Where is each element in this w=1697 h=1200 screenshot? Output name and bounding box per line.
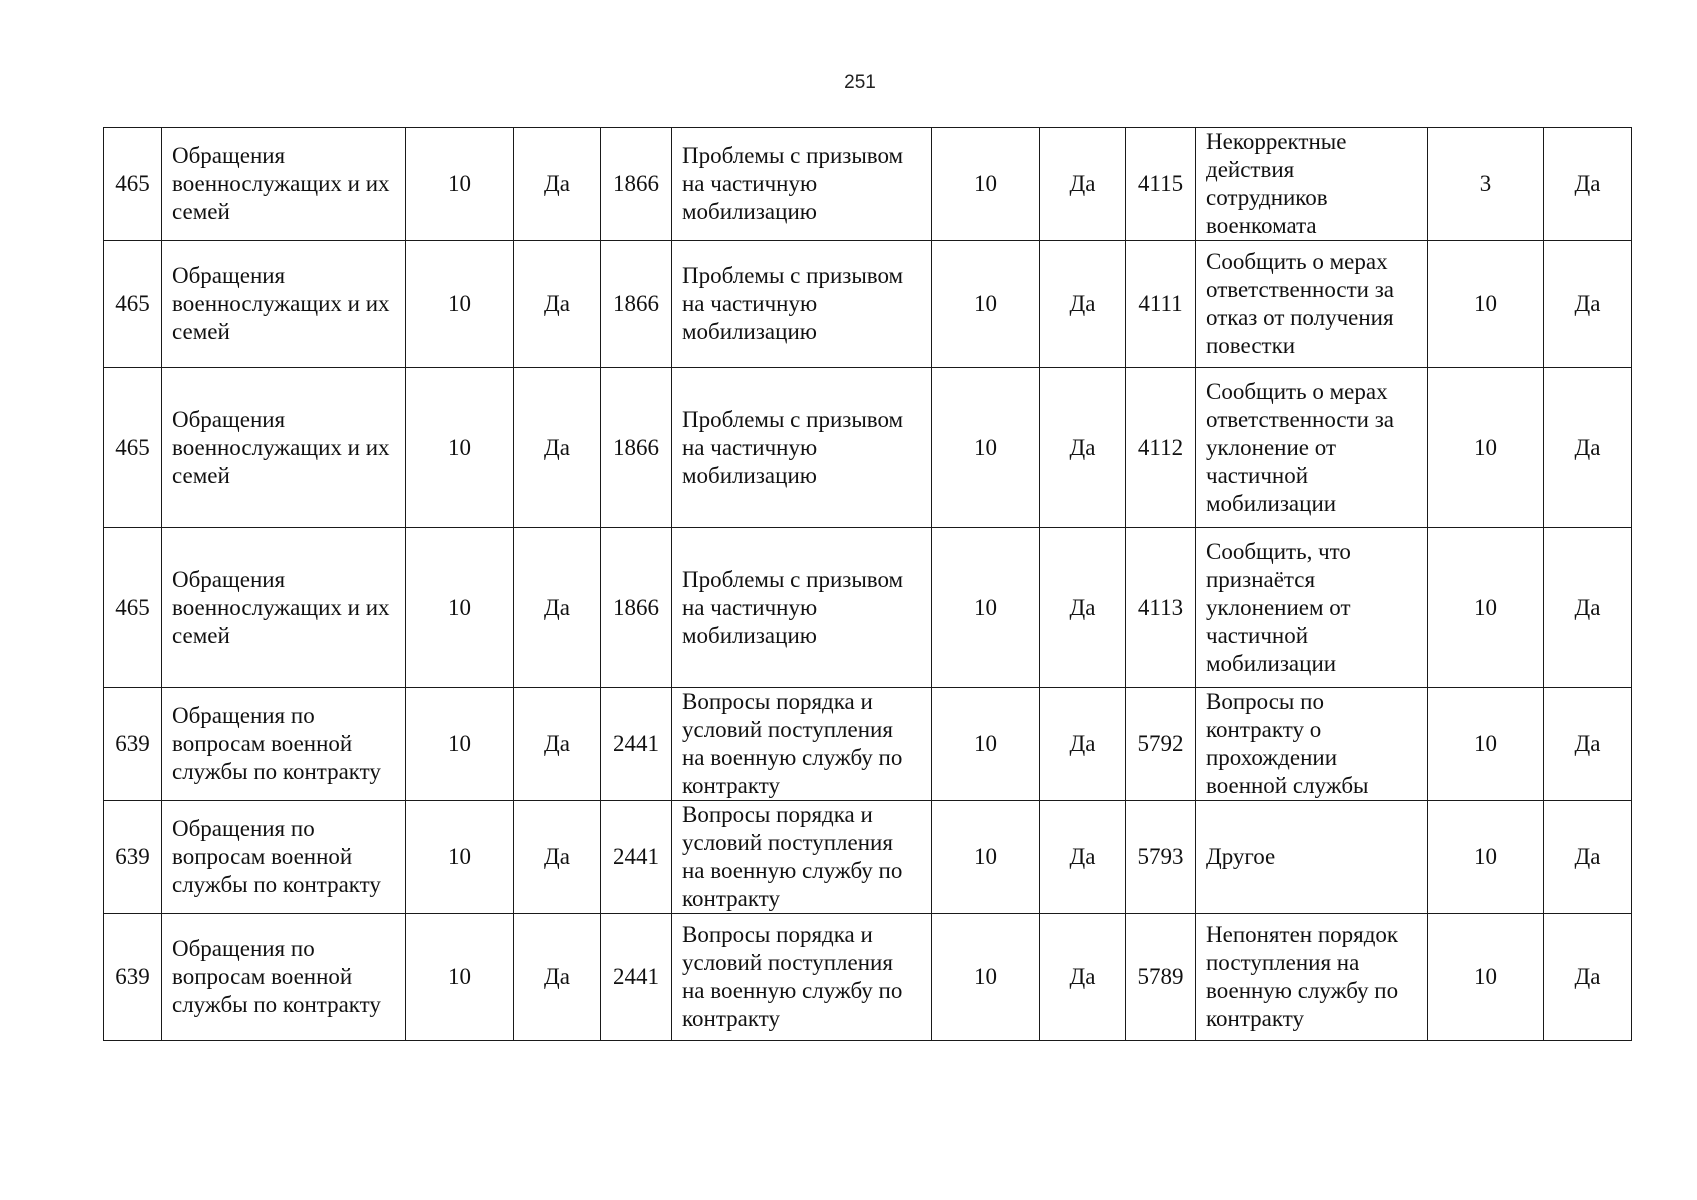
topic-flag-cell: Да <box>514 688 601 801</box>
subtopic-name-cell: Проблемы с призывом на частичную мобилизацию <box>672 368 932 528</box>
question-value-cell: 10 <box>1428 368 1544 528</box>
question-code-cell: 5789 <box>1126 914 1196 1041</box>
topic-code-cell: 465 <box>104 128 162 241</box>
topic-value-cell: 10 <box>406 368 514 528</box>
question-text-cell: Вопросы по контракту о прохождении военной службы <box>1196 688 1428 801</box>
table-row <box>104 368 1632 528</box>
question-text-cell: Непонятен порядок поступления на военную службу по контракту <box>1196 914 1428 1041</box>
question-text-cell: Некорректные действия сотрудников военкомата <box>1196 128 1428 241</box>
topic-name-cell: Обращения военнослужащих и их семей <box>162 128 406 241</box>
topic-name-cell: Обращения военнослужащих и их семей <box>162 241 406 368</box>
subtopic-name-cell: Вопросы порядка и условий поступления на военную службу по контракту <box>672 914 932 1041</box>
table-row <box>104 688 1632 801</box>
subtopic-name-cell: Вопросы порядка и условий поступления на военную службу по контракту <box>672 801 932 914</box>
subtopic-code-cell: 1866 <box>601 241 672 368</box>
topic-code-cell: 465 <box>104 528 162 688</box>
question-value-cell: 10 <box>1428 914 1544 1041</box>
question-code-cell: 4113 <box>1126 528 1196 688</box>
subtopic-value-cell: 10 <box>932 914 1040 1041</box>
subtopic-name-cell: Проблемы с призывом на частичную мобилизацию <box>672 241 932 368</box>
question-value-cell: 10 <box>1428 801 1544 914</box>
subtopic-code-cell: 2441 <box>601 914 672 1041</box>
topic-value-cell: 10 <box>406 801 514 914</box>
topic-value-cell: 10 <box>406 241 514 368</box>
topic-code-cell: 639 <box>104 688 162 801</box>
question-value-cell: 10 <box>1428 688 1544 801</box>
subtopic-value-cell: 10 <box>932 688 1040 801</box>
question-text-cell: Сообщить о мерах ответственности за отказ от получения повестки <box>1196 241 1428 368</box>
topic-name-cell: Обращения по вопросам военной службы по контракту <box>162 688 406 801</box>
question-value-cell: 3 <box>1428 128 1544 241</box>
question-flag-cell: Да <box>1544 801 1632 914</box>
question-text-cell: Сообщить о мерах ответственности за уклонение от частичной мобилизации <box>1196 368 1428 528</box>
subtopic-name-cell: Проблемы с призывом на частичную мобилизацию <box>672 128 932 241</box>
classification-table <box>103 127 1632 1041</box>
topic-value-cell: 10 <box>406 528 514 688</box>
subtopic-value-cell: 10 <box>932 241 1040 368</box>
question-flag-cell: Да <box>1544 528 1632 688</box>
subtopic-code-cell: 1866 <box>601 128 672 241</box>
subtopic-value-cell: 10 <box>932 128 1040 241</box>
subtopic-flag-cell: Да <box>1040 688 1126 801</box>
subtopic-name-cell: Проблемы с призывом на частичную мобилизацию <box>672 528 932 688</box>
subtopic-code-cell: 2441 <box>601 688 672 801</box>
question-flag-cell: Да <box>1544 241 1632 368</box>
topic-name-cell: Обращения военнослужащих и их семей <box>162 528 406 688</box>
question-text-cell: Другое <box>1196 801 1428 914</box>
table-row <box>104 241 1632 368</box>
question-value-cell: 10 <box>1428 241 1544 368</box>
question-flag-cell: Да <box>1544 688 1632 801</box>
subtopic-flag-cell: Да <box>1040 528 1126 688</box>
subtopic-flag-cell: Да <box>1040 241 1126 368</box>
question-text-cell: Сообщить, что признаётся уклонением от частичной мобилизации <box>1196 528 1428 688</box>
topic-code-cell: 639 <box>104 801 162 914</box>
topic-flag-cell: Да <box>514 914 601 1041</box>
topic-value-cell: 10 <box>406 914 514 1041</box>
page-number: 251 <box>844 72 876 93</box>
question-code-cell: 5792 <box>1126 688 1196 801</box>
subtopic-flag-cell: Да <box>1040 368 1126 528</box>
topic-value-cell: 10 <box>406 128 514 241</box>
topic-flag-cell: Да <box>514 801 601 914</box>
question-flag-cell: Да <box>1544 914 1632 1041</box>
table-row <box>104 128 1632 241</box>
question-value-cell: 10 <box>1428 528 1544 688</box>
question-code-cell: 5793 <box>1126 801 1196 914</box>
table-row <box>104 801 1632 914</box>
subtopic-flag-cell: Да <box>1040 914 1126 1041</box>
question-code-cell: 4115 <box>1126 128 1196 241</box>
topic-flag-cell: Да <box>514 368 601 528</box>
table-row <box>104 528 1632 688</box>
subtopic-flag-cell: Да <box>1040 801 1126 914</box>
topic-code-cell: 465 <box>104 241 162 368</box>
topic-flag-cell: Да <box>514 128 601 241</box>
topic-flag-cell: Да <box>514 528 601 688</box>
subtopic-code-cell: 1866 <box>601 528 672 688</box>
subtopic-code-cell: 1866 <box>601 368 672 528</box>
question-code-cell: 4112 <box>1126 368 1196 528</box>
question-code-cell: 4111 <box>1126 241 1196 368</box>
subtopic-name-cell: Вопросы порядка и условий поступления на военную службу по контракту <box>672 688 932 801</box>
table-row <box>104 914 1632 1041</box>
subtopic-value-cell: 10 <box>932 528 1040 688</box>
topic-name-cell: Обращения по вопросам военной службы по контракту <box>162 914 406 1041</box>
question-flag-cell: Да <box>1544 368 1632 528</box>
topic-flag-cell: Да <box>514 241 601 368</box>
subtopic-flag-cell: Да <box>1040 128 1126 241</box>
subtopic-value-cell: 10 <box>932 368 1040 528</box>
subtopic-code-cell: 2441 <box>601 801 672 914</box>
topic-code-cell: 639 <box>104 914 162 1041</box>
topic-name-cell: Обращения по вопросам военной службы по контракту <box>162 801 406 914</box>
subtopic-value-cell: 10 <box>932 801 1040 914</box>
topic-name-cell: Обращения военнослужащих и их семей <box>162 368 406 528</box>
topic-value-cell: 10 <box>406 688 514 801</box>
topic-code-cell: 465 <box>104 368 162 528</box>
question-flag-cell: Да <box>1544 128 1632 241</box>
